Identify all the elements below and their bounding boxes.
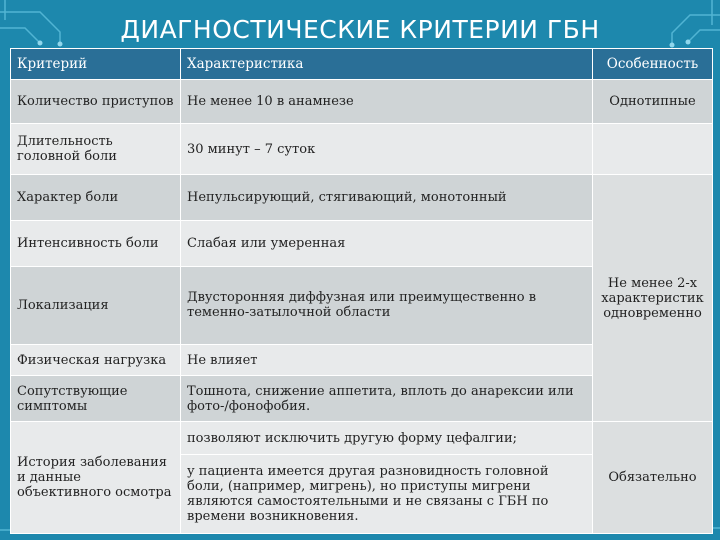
table-row	[11, 123, 713, 175]
header-characteristic: Характеристика	[181, 49, 593, 80]
table-row	[11, 175, 713, 221]
feature-cell	[593, 123, 713, 175]
characteristic-cell: Непульсирующий, стягивающий, монотонный	[181, 175, 593, 221]
feature-merged-cell: Обязательно	[593, 422, 713, 534]
criterion-cell: Сопутствующие симптомы	[11, 376, 181, 422]
slide-title: ДИАГНОСТИЧЕСКИЕ КРИТЕРИИ ГБН	[120, 15, 600, 44]
characteristic-cell: у пациента имеется другая разновидность головной боли, (например, мигрень), но приступы мигрени являются самостоятельными и не связаны с ГБН по времени возникновения.	[181, 455, 593, 534]
header-criterion: Критерий	[11, 49, 181, 80]
table-row	[11, 80, 713, 124]
criteria-table	[10, 48, 713, 534]
header-feature: Особенность	[593, 49, 713, 80]
criterion-cell: Интенсивность боли	[11, 221, 181, 267]
characteristic-cell: Тошнота, снижение аппетита, вплоть до анарексии или фото-/фонофобия.	[181, 376, 593, 422]
table-row	[11, 422, 713, 455]
characteristic-cell: Слабая или умеренная	[181, 221, 593, 267]
table-header-row	[11, 49, 713, 80]
characteristic-cell: Не влияет	[181, 345, 593, 376]
characteristic-cell: 30 минут – 7 суток	[181, 123, 593, 175]
criterion-cell: Характер боли	[11, 175, 181, 221]
criterion-cell: Длительность головной боли	[11, 123, 181, 175]
characteristic-cell: позволяют исключить другую форму цефалгии;	[181, 422, 593, 455]
characteristic-cell: Не менее 10 в анамнезе	[181, 80, 593, 124]
characteristic-cell: Двусторонняя диффузная или преимущественно в теменно-затылочной области	[181, 266, 593, 345]
criterion-cell: История заболевания и данные объективного осмотра	[11, 422, 181, 534]
criterion-cell: Физическая нагрузка	[11, 345, 181, 376]
criterion-cell: Количество приступов	[11, 80, 181, 124]
feature-cell: Однотипные	[593, 80, 713, 124]
criterion-cell: Локализация	[11, 266, 181, 345]
feature-merged-cell: Не менее 2-х характеристик одновременно	[593, 175, 713, 422]
